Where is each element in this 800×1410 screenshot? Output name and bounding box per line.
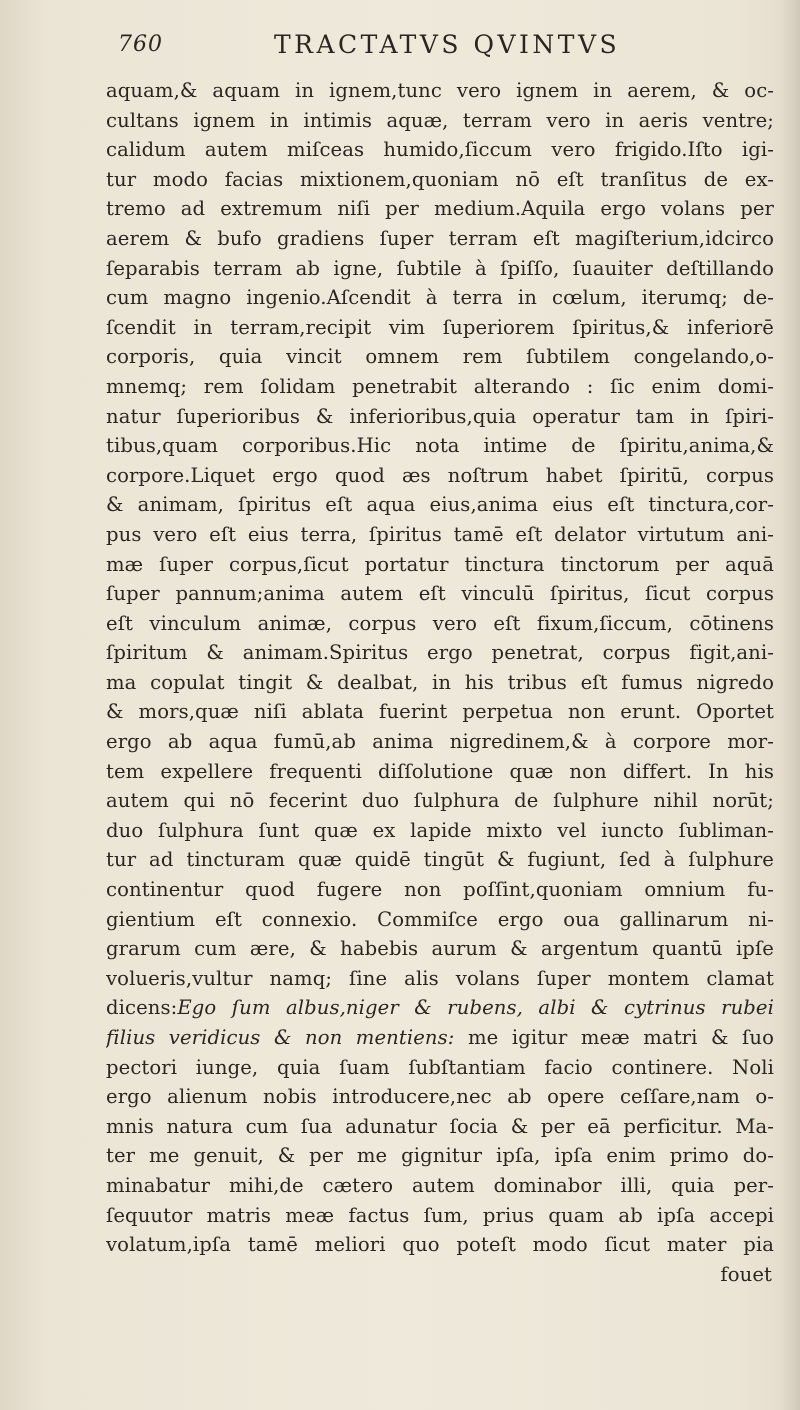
text-line [106, 194, 774, 224]
text-segment: mnis natura cum ſua adunatur ſocia & per eā perficitur. Ma- [106, 1114, 774, 1138]
text-line [106, 1023, 774, 1053]
text-line [106, 76, 774, 106]
text-segment: me igitur meæ matri & ſuo [454, 1026, 774, 1049]
text-line [106, 816, 774, 846]
text-line [106, 1201, 774, 1231]
text-segment: volatum,ipſa tamē meliori quo poteſt modo ſicut mater pia [106, 1233, 774, 1257]
text-segment: & animam, ſpiritus eſt aqua eius,anima eius eſt tinctura,cor- [106, 493, 774, 517]
text-line [106, 875, 774, 905]
text-segment: ter me genuit, & per me gignitur ipſa, ipſa enim primo do- [106, 1144, 774, 1168]
text-segment: corpore.Liquet ergo quod æs noſtrum habet ſpiritū, corpus [106, 463, 774, 487]
text-segment: dicens: [106, 996, 178, 1020]
italic-segment: Ego ſum albus,niger & rubens, albi & cytrinus rubei [177, 996, 774, 1020]
text-segment: ergo alienum nobis introducere,nec ab opere ceſſare,nam o- [106, 1085, 774, 1109]
running-head: TRACTATVS QVINTVS [274, 30, 621, 59]
text-segment: ſcendit in terram,recipit vim ſuperiorem ſpiritus,& inferiorē [106, 315, 774, 339]
text-segment: tem expellere frequenti diſſolutione quæ non differt. In his [106, 759, 774, 783]
text-line [106, 579, 774, 609]
text-segment: aerem & bufo gradiens ſuper terram eſt magiſterium,idcirco [106, 226, 774, 250]
text-segment: tibus,quam corporibus.Hic nota intime de ſpiritu,anima,& [106, 434, 774, 458]
text-segment: aquam,& aquam in ignem,tunc vero ignem in aerem, & oc- [106, 79, 774, 102]
text-line [106, 1141, 774, 1171]
text-segment: ſequutor matris meæ factus ſum, prius quam ab ipſa accepi [106, 1203, 774, 1227]
text-line [106, 254, 774, 284]
page-number: 760 [118, 32, 163, 57]
text-segment: ſeparabis terram ab igne, ſubtile à ſpiſſo, ſuauiter deſtillando [106, 256, 774, 280]
text-line [106, 283, 774, 313]
text-segment: tur ad tincturam quæ quidē tingūt & fugiunt, ſed à ſulphure [106, 848, 774, 872]
text-segment: pectori iunge, quia ſuam ſubſtantiam facio continere. Noli [106, 1055, 774, 1079]
text-line [106, 550, 774, 580]
text-segment: natur ſuperioribus & inferioribus,quia operatur tam in ſpiri- [106, 404, 774, 428]
text-line [106, 727, 774, 757]
text-line [106, 638, 774, 668]
text-segment: ma copulat tingit & dealbat, in his tribus eſt fumus nigredo [106, 670, 774, 694]
text-segment: pus vero eſt eius terra, ſpiritus tamē eſt delator virtutum ani- [106, 522, 774, 546]
text-segment: corporis, quia vincit omnem rem ſubtilem congelando,o- [106, 345, 774, 369]
text-segment: cum magno ingenio.Aſcendit à terra in cœlum, iterumq; de- [106, 286, 774, 310]
text-line [106, 668, 774, 698]
text-line [106, 786, 774, 816]
text-line [106, 1230, 774, 1260]
text-line [106, 402, 774, 432]
text-segment: volueris,vultur namq; ſine alis volans ſuper montem clamat [106, 966, 774, 990]
text-line [106, 1082, 774, 1112]
text-segment: cultans ignem in intimis aquæ, terram vero in aeris ventre; [106, 108, 774, 132]
text-segment: minabatur mihi,de cætero autem dominabor illi, quia per- [106, 1173, 774, 1197]
text-line [106, 106, 774, 136]
text-segment: gientium eſt connexio. Commiſce ergo oua gallinarum ni- [106, 907, 774, 931]
text-segment: & mors,quæ niſi ablata fuerint perpetua non erunt. Oportet [106, 700, 774, 724]
text-segment: tremo ad extremum niſi per medium.Aquila ergo volans per [106, 197, 774, 221]
text-segment: ſuper pannum;anima autem eſt vinculū ſpiritus, ſicut corpus [106, 582, 774, 606]
text-line [106, 697, 774, 727]
text-line [106, 905, 774, 935]
text-line [106, 165, 774, 195]
text-segment: calidum autem miſceas humido,ſiccum vero frigido.Iſto igi- [106, 138, 774, 162]
text-line [106, 1053, 774, 1083]
text-segment: duo ſulphura ſunt quæ ex lapide mixto vel iuncto ſubliman- [106, 818, 774, 842]
text-line [106, 757, 774, 787]
text-line [106, 609, 774, 639]
text-line [106, 342, 774, 372]
text-segment: grarum cum ære, & habebis aurum & argentum quantū ipſe [106, 937, 774, 961]
text-line [106, 224, 774, 254]
body-text [106, 76, 774, 1289]
italic-segment: filius veridicus & non mentiens: [106, 1026, 455, 1049]
text-segment: eſt vinculum animæ, corpus vero eſt fixum,ſiccum, cōtinens [106, 611, 774, 635]
text-line [106, 1171, 774, 1201]
text-line [106, 313, 774, 343]
text-segment: tur modo facias mixtionem,quoniam nō eſt tranſitus de ex- [106, 167, 774, 191]
text-segment: continentur quod fugere non poſſint,quoniam omnium fu- [106, 878, 774, 902]
text-line [106, 964, 774, 994]
text-line [106, 845, 774, 875]
text-line [106, 993, 774, 1023]
text-line [106, 490, 774, 520]
text-segment: mnemq; rem ſolidam penetrabit alterando : ſic enim domi- [106, 374, 774, 398]
text-line [106, 372, 774, 402]
text-segment: autem qui nō fecerint duo ſulphura de ſulphure nihil norūt; [106, 789, 774, 813]
text-segment: mæ ſuper corpus,ſicut portatur tinctura tinctorum per aquā [106, 552, 774, 576]
text-line [106, 520, 774, 550]
text-line [106, 1112, 774, 1142]
page-edge-shadow [780, 0, 800, 1410]
text-segment: ſpiritum & animam.Spiritus ergo penetrat, corpus figit,ani- [106, 641, 774, 665]
text-line [106, 1260, 774, 1290]
text-line [106, 135, 774, 165]
page-header [118, 26, 758, 66]
text-line [106, 934, 774, 964]
text-line [106, 431, 774, 461]
text-line [106, 461, 774, 491]
text-segment: ergo ab aqua fumū,ab anima nigredinem,& à corpore mor- [106, 730, 774, 754]
text-segment: fouet [720, 1262, 772, 1286]
